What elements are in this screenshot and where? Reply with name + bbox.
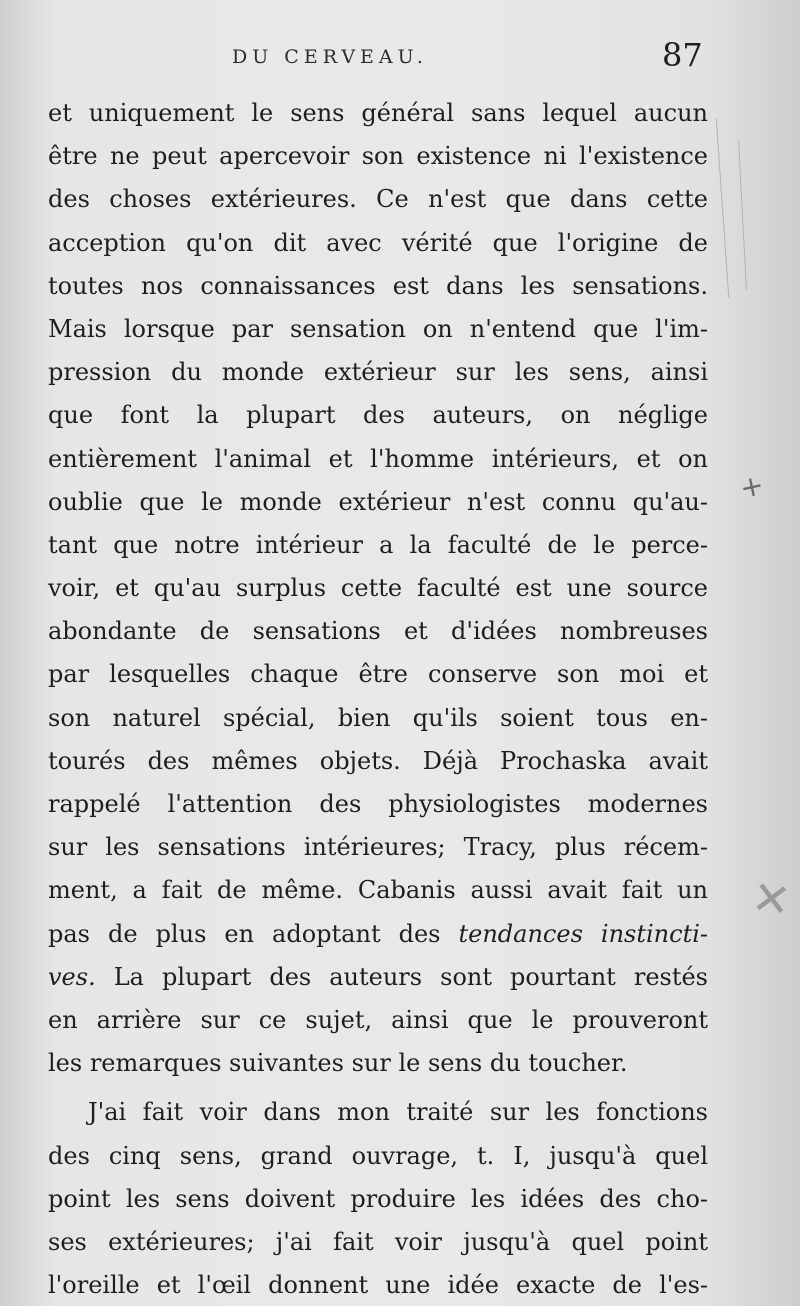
text-line: des choses extérieures. Ce n'est que dans cette: [48, 185, 708, 214]
text-line: ses extérieures; j'ai fait voir jusqu'à quel point: [48, 1227, 708, 1256]
text-line: son naturel spécial, bien qu'ils soient tous en-: [48, 703, 708, 732]
text-segment: pas de plus en adoptant des: [48, 919, 459, 948]
text-line: Mais lorsque par sensation on n'entend que l'im-: [48, 314, 708, 343]
text-line: entièrement l'animal et l'homme intérieurs, et on: [48, 444, 708, 473]
running-head: [0, 36, 800, 78]
text-line: par lesquelles chaque être conserve son moi et: [48, 660, 708, 689]
text-line: sur les sensations intérieures; Tracy, plus récem-: [48, 833, 708, 862]
text-line: rappelé l'attention des physiologistes modernes: [48, 790, 708, 818]
text-line: ment, a fait de même. Cabanis aussi avait fait un: [48, 876, 708, 905]
pencil-mark: [738, 140, 747, 290]
text-line: acception qu'on dit avec vérité que l'origine de: [48, 228, 708, 257]
margin-cross-mark: +: [736, 467, 767, 506]
body-text: [48, 92, 708, 1306]
text-line: l'oreille et l'œil donnent une idée exacte de l'es-: [48, 1271, 708, 1300]
text-line: point les sens doivent produire les idées des cho-: [48, 1184, 708, 1213]
text-line: oublie que le monde extérieur n'est connu qu'au-: [48, 487, 708, 516]
text-line: pression du monde extérieur sur les sens, ainsi: [48, 358, 708, 387]
italic-term: ves.: [48, 962, 96, 991]
text-line: être ne peut apercevoir son existence ni l'existence: [48, 142, 708, 171]
text-line: voir, et qu'au surplus cette faculté est une source: [48, 574, 708, 603]
text-line: tant que notre intérieur a la faculté de le perce-: [48, 530, 708, 559]
running-title: DU CERVEAU.: [232, 46, 428, 68]
pencil-mark: [716, 118, 730, 298]
text-line: toutes nos connaissances est dans les sensations.: [48, 271, 708, 300]
text-line: que font la plupart des auteurs, on néglige: [48, 401, 708, 430]
text-line: tourés des mêmes objets. Déjà Prochaska avait: [48, 746, 708, 775]
text-line: [48, 913, 708, 956]
pencil-x-mark: ✕: [748, 869, 795, 929]
text-line: et uniquement le sens général sans lequel aucun: [48, 99, 708, 127]
text-line: [48, 956, 708, 999]
text-line: des cinq sens, grand ouvrage, t. I, jusqu'à quel: [48, 1141, 708, 1170]
italic-term: tendances instincti-: [458, 919, 708, 948]
text-line: abondante de sensations et d'idées nombreuses: [48, 617, 708, 646]
page-number: 87: [662, 36, 703, 74]
text-segment: La plupart des auteurs sont pourtant restés: [95, 962, 708, 991]
text-line: les remarques suivantes sur le sens du toucher.: [48, 1049, 628, 1078]
text-line: J'ai fait voir dans mon traité sur les fonctions: [88, 1098, 708, 1127]
text-line: en arrière sur ce sujet, ainsi que le prouveront: [48, 1005, 708, 1034]
